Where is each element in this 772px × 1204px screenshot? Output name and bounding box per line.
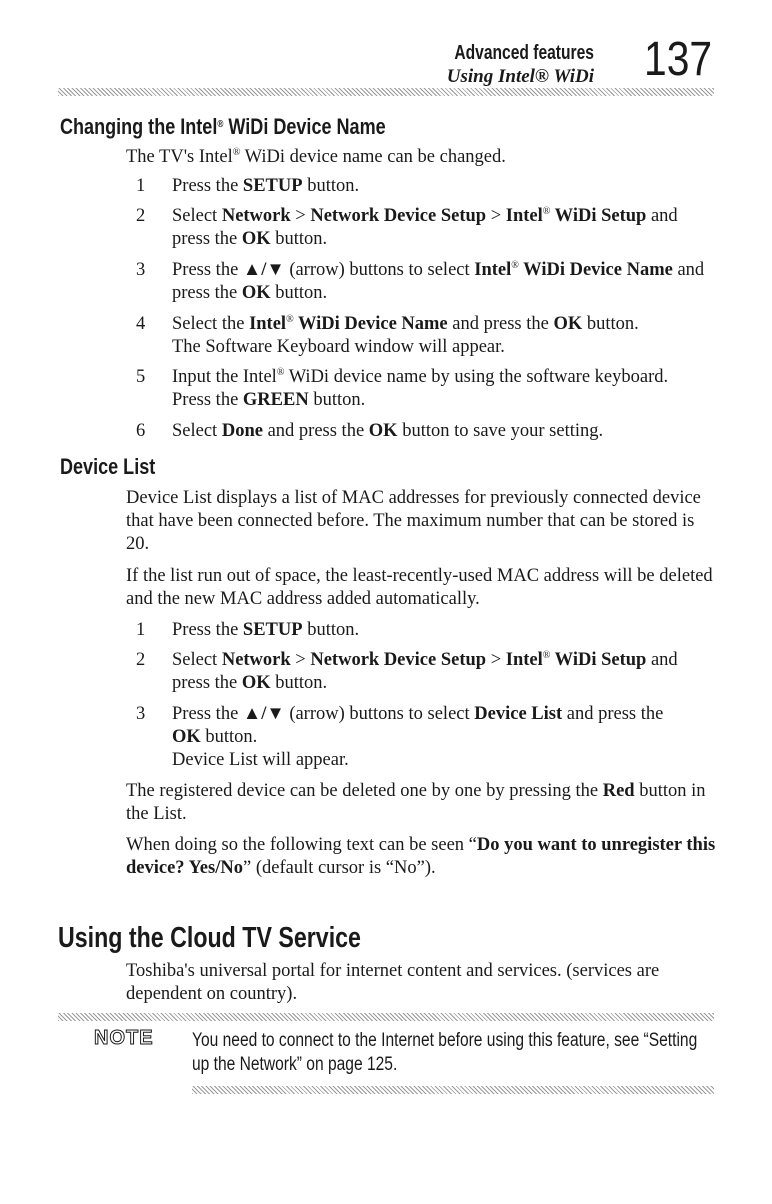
step-number: 3 [136,704,146,724]
step-item: 2 Select Network > Network Device Setup > Intel® WiDi Setup and press the OK button. [136,650,678,693]
section1-intro: The TV's Intel® WiDi device name can be changed. [126,147,506,167]
step-number: 2 [136,650,146,670]
page-number: 137 [643,33,712,86]
note-label: NOTE [94,1027,154,1049]
step-item: 3 Press the ▲/▼ (arrow) buttons to select Intel® WiDi Device Name and press the OK button. [136,260,705,303]
step-number: 1 [136,176,146,196]
device-list-paragraph: When doing so the following text can be seen “Do you want to unregister this device? Yes/No” (default cursor is “No”). [126,835,716,878]
step-item: 3 Press the ▲/▼ (arrow) buttons to select Device List and press the OK button. Device List will appear. [136,704,664,770]
note-text: You need to connect to the Internet before using this feature, see “Setting up the Network” on page 125. [192,1030,698,1075]
header-chapter-title: Advanced features [454,42,594,64]
device-list-paragraph: The registered device can be deleted one by one by pressing the Red button in the List. [126,781,706,824]
section-heading-device-list: Device List [60,454,156,479]
step-item: 6 Select Done and press the OK button to save your setting. [136,421,604,441]
step-item: 1 Press the SETUP button. [136,620,360,640]
cloud-tv-paragraph: Toshiba's universal portal for internet content and services. (services are dependent on country). [126,961,660,1004]
step-number: 3 [136,260,146,280]
step-number: 4 [136,314,146,334]
section-heading-cloud-tv: Using the Cloud TV Service [58,922,361,954]
step-number: 2 [136,206,146,226]
section-heading-change-name: Changing the Intel® WiDi Device Name [60,114,386,139]
device-list-paragraph: Device List displays a list of MAC addresses for previously connected device that have been connected before. The maximum number that can be stored is 20. [126,488,701,554]
step-item: 2 Select Network > Network Device Setup > Intel® WiDi Setup and press the OK button. [136,206,678,249]
header-rule [58,88,714,96]
step-number: 6 [136,421,146,441]
step-number: 1 [136,620,146,640]
device-list-paragraph: If the list run out of space, the least-recently-used MAC address will be deleted and the new MAC address added automatically. [126,566,713,609]
step-item: 5 Input the Intel® WiDi device name by using the software keyboard. Press the GREEN button. [136,367,669,410]
step-number: 5 [136,367,146,387]
note-rule-top [58,1013,714,1021]
step-item: 4 Select the Intel® WiDi Device Name and press the OK button. The Software Keyboard window will appear. [136,314,639,357]
step-item: 1 Press the SETUP button. [136,176,360,196]
header-section-title: Using Intel® WiDi [446,66,594,87]
note-rule-bottom [192,1086,714,1094]
page-header [312,33,712,87]
